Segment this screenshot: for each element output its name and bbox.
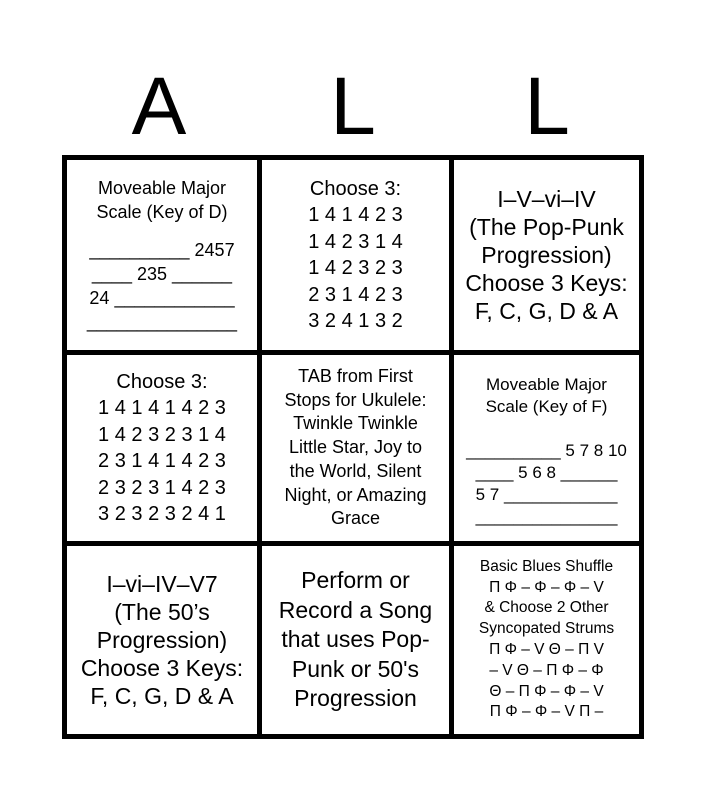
cell-text-line: Π Φ – Φ – Φ – V (489, 578, 604, 596)
cell-text-line: that uses Pop- (281, 626, 430, 653)
cell-text-line: Moveable Major (97, 178, 227, 198)
tab-line: ____ 5 6 8 ______ (475, 463, 618, 482)
cell-text-line: I–V–vi–IV (497, 186, 596, 212)
cell-text-line: Scale (Key of F) (485, 397, 608, 416)
cell-text-line: Punk or 50's (291, 655, 420, 682)
cell-text-line: 1 4 2 3 2 3 1 4 (98, 423, 226, 446)
header-letter-2: L (330, 61, 376, 152)
cell-text-line: 3 2 3 2 3 2 4 1 (98, 503, 226, 525)
cell-text-line: (The 50’s (114, 599, 210, 625)
cell-text-line: Twinkle Twinkle (293, 413, 418, 434)
cell-text-line: – V Θ – Π Φ – Φ (489, 661, 604, 679)
bingo-cell-r1c2[interactable] (454, 355, 639, 541)
cell-text-line: Progression) (481, 242, 612, 268)
cell-text-line: 1 4 1 4 2 3 (308, 204, 403, 226)
cell-text-line: I–vi–IV–V7 (106, 571, 218, 597)
cell-text-line: Basic Blues Shuffle (479, 557, 614, 575)
cell-text-line: 1 4 2 3 1 4 (308, 230, 403, 253)
cell-text-line: Θ – Π Φ – Φ – V (489, 682, 604, 700)
tab-line: _______________ (86, 312, 238, 332)
cell-text-line: F, C, G, D & A (90, 683, 234, 709)
cell-text-line: (The Pop-Punk (469, 214, 624, 240)
bingo-cell-r0c1[interactable] (262, 160, 449, 350)
bingo-cell-r0c2[interactable] (454, 160, 639, 350)
tab-line: 24 ____________ (89, 288, 235, 308)
cell-text-line: Choose 3 Keys: (465, 270, 628, 296)
cell-text-line: Stops for Ukulele: (284, 389, 427, 410)
cell-text-line: Moveable Major (486, 375, 607, 394)
tab-line: ____ 235 ______ (91, 264, 233, 284)
cell-text-line: Syncopated Strums (478, 620, 615, 638)
cell-text-line: TAB from First (298, 365, 413, 386)
cell-text-line: 2 3 2 3 1 4 2 3 (98, 476, 226, 499)
cell-text-line: Choose 3: (116, 370, 208, 393)
bingo-cell-r0c0[interactable] (67, 160, 257, 350)
cell-text-line: 3 2 4 1 3 2 (308, 310, 403, 332)
cell-text-line: Progression) (96, 627, 228, 653)
bingo-cell-r2c1[interactable] (262, 546, 449, 734)
bingo-cell-r1c0[interactable] (67, 355, 257, 541)
tab-line: __________ 5 7 8 10 (466, 441, 627, 460)
cell-text-line: 1 4 1 4 1 4 2 3 (98, 397, 226, 419)
bingo-cell-r1c1[interactable] (262, 355, 449, 541)
cell-text-line: Scale (Key of D) (96, 202, 228, 222)
bingo-cell-r2c0[interactable] (67, 546, 257, 734)
tab-line: 5 7 ____________ (475, 485, 618, 504)
cell-text-line: 2 3 1 4 2 3 (308, 283, 403, 306)
cell-text-line: Choose 3 Keys: (80, 655, 244, 681)
cell-text-line: the World, Silent (289, 460, 422, 481)
tab-line: __________ 2457 (89, 240, 235, 260)
bingo-header (62, 62, 644, 152)
cell-text-line: Progression (294, 685, 417, 712)
cell-text-line: & Choose 2 Other (484, 599, 609, 617)
tab-line: _______________ (475, 507, 618, 526)
cell-text-line: 2 3 1 4 1 4 2 3 (98, 450, 226, 472)
header-letter-1: A (131, 61, 187, 152)
header-letter-3: L (524, 61, 570, 152)
cell-text-line: F, C, G, D & A (474, 298, 619, 324)
cell-text-line: Record a Song (278, 596, 433, 623)
cell-text-line: Perform or (301, 567, 410, 594)
bingo-grid (62, 155, 644, 739)
cell-text-line: Choose 3: (309, 177, 402, 200)
cell-text-line: Little Star, Joy to (288, 437, 423, 458)
cell-text-line: Grace (330, 508, 381, 529)
cell-text-line: Night, or Amazing (284, 484, 427, 505)
cell-text-line: Π Φ – V Θ – Π V (489, 641, 604, 658)
bingo-cell-r2c2[interactable] (454, 546, 639, 734)
cell-text-line: 1 4 2 3 2 3 (308, 257, 403, 279)
cell-text-line: Π Φ – Φ – V Π – (489, 703, 604, 721)
